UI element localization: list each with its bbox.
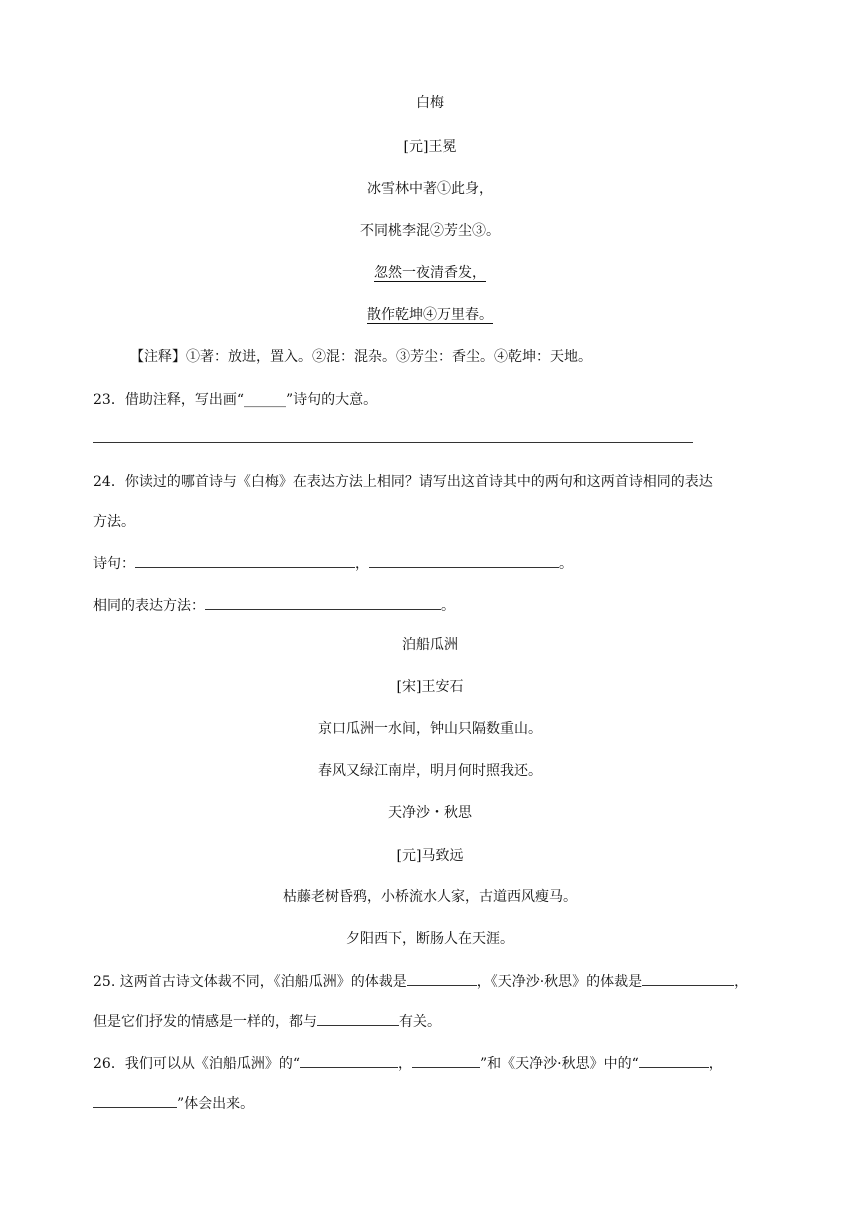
poem3-title: 天净沙・秋思: [388, 805, 472, 821]
answer-blank[interactable]: [639, 1053, 709, 1068]
question-26-line1: 26．我们可以从《泊船瓜洲》的“ ， ”和《天净沙·秋思》中的“ ，: [93, 1053, 723, 1073]
poem1-title: 白梅: [416, 95, 444, 111]
answer-line-23[interactable]: [93, 442, 693, 443]
poem1-line-underlined: 忽然一夜清香发，: [374, 265, 486, 281]
answer-blank[interactable]: [135, 553, 355, 568]
question-24-poem-row: 诗句： ， 。: [93, 553, 573, 573]
answer-blank[interactable]: [317, 1011, 399, 1026]
poem3-line: 夕阳西下，断肠人在天涯。: [346, 931, 514, 947]
question-24-line1: 24．你读过的哪首诗与《白梅》在表达方法上相同？请写出这首诗其中的两句和这两首诗相同的表达: [93, 474, 713, 490]
question-24-line2: 方法。: [93, 514, 135, 530]
poem2-title: 泊船瓜洲: [402, 637, 458, 653]
question-26-line2: ”体会出来。: [93, 1093, 254, 1113]
question-23: 23．借助注释，写出画“______”诗句的大意。: [93, 392, 378, 408]
answer-blank[interactable]: [93, 1093, 177, 1108]
answer-blank[interactable]: [412, 1053, 480, 1068]
answer-blank[interactable]: [407, 971, 477, 986]
poem1-note: 【注释】①著：放进，置入。②混：混杂。③芳尘：香尘。④乾坤：天地。: [130, 349, 592, 365]
poem1-line: 不同桃李混②芳尘③。: [360, 223, 500, 239]
answer-blank[interactable]: [300, 1053, 398, 1068]
answer-blank[interactable]: [642, 971, 734, 986]
poem2-author: [宋]王安石: [396, 679, 464, 695]
poem1-line-underlined: 散作乾坤④万里春。: [367, 307, 493, 323]
poem3-line: 枯藤老树昏鸦，小桥流水人家，古道西风瘦马。: [283, 889, 577, 905]
poem1-line: 冰雪林中著①此身，: [367, 181, 493, 197]
question-25-line1: 25. 这两首古诗文体裁不同，《泊船瓜洲》的体裁是 ，《天净沙·秋思》的体裁是 ，: [93, 971, 748, 991]
poem1-author: [元]王冕: [403, 139, 457, 155]
question-24-method-row: 相同的表达方法： 。: [93, 595, 455, 615]
underline-mark: ______: [243, 392, 286, 408]
question-25-line2: 但是它们抒发的情感是一样的，都与 有关。: [93, 1011, 441, 1031]
poem2-line: 春风又绿江南岸，明月何时照我还。: [318, 763, 542, 779]
poem2-line: 京口瓜洲一水间，钟山只隔数重山。: [318, 721, 542, 737]
poem3-author: [元]马致远: [396, 848, 464, 864]
answer-blank[interactable]: [369, 553, 559, 568]
answer-blank[interactable]: [205, 595, 441, 610]
